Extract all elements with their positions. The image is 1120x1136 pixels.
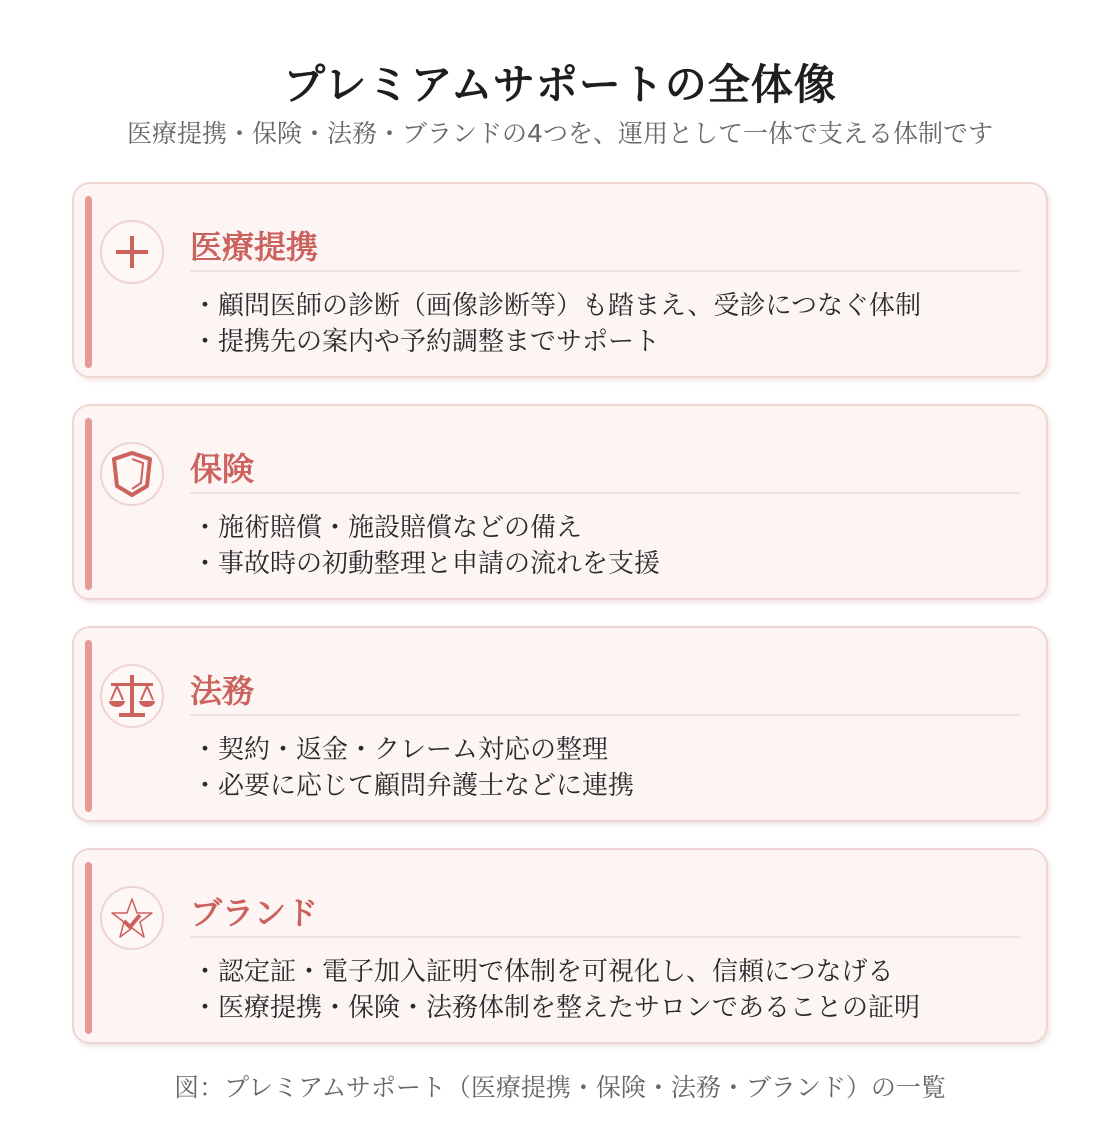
bullet-list: [192, 954, 920, 1026]
divider: [190, 936, 1020, 938]
bullet-list: [192, 510, 660, 582]
page-subtitle: 医療提携・保険・法務・ブランドの4つを、運用として一体で支える体制です: [127, 119, 993, 148]
divider: [190, 714, 1020, 716]
star-check-icon: [100, 886, 164, 950]
card-title: 保険: [190, 450, 255, 488]
scales-icon: [100, 664, 164, 728]
accent-bar: [85, 640, 92, 812]
bullet-item: ・契約・返金・クレーム対応の整理: [192, 735, 609, 765]
card-legal: [72, 626, 1048, 822]
divider: [190, 270, 1020, 272]
bullet-item: ・必要に応じて顧問弁護士などに連携: [192, 771, 635, 801]
bullet-item: ・認定証・電子加入証明で体制を可視化し、信頼につなげる: [192, 957, 894, 987]
card-title: 医療提携: [190, 228, 319, 266]
plus-icon: [100, 220, 164, 284]
bullet-list: [192, 288, 921, 360]
card-title: 法務: [190, 672, 255, 710]
page-title: プレミアムサポートの全体像: [283, 60, 837, 109]
accent-bar: [85, 862, 92, 1034]
shield-icon: [100, 442, 164, 506]
bullet-item: ・施術賠償・施設賠償などの備え: [192, 513, 583, 543]
card-insurance: [72, 404, 1048, 600]
bullet-item: ・顧問医師の診断（画像診断等）も踏まえ、受診につなぐ体制: [192, 291, 922, 321]
accent-bar: [85, 418, 92, 590]
divider: [190, 492, 1020, 494]
figure-caption: 図：プレミアムサポート（医療提携・保険・法務・ブランド）の一覧: [174, 1073, 946, 1102]
bullet-item: ・事故時の初動整理と申請の流れを支援: [192, 549, 661, 579]
card-title: ブランド: [190, 894, 319, 932]
bullet-item: ・提携先の案内や予約調整までサポート: [192, 327, 661, 357]
card-brand: [72, 848, 1048, 1044]
card-medical: [72, 182, 1048, 378]
accent-bar: [85, 196, 92, 368]
bullet-list: [192, 732, 634, 804]
bullet-item: ・医療提携・保険・法務体制を整えたサロンであることの証明: [192, 993, 921, 1023]
